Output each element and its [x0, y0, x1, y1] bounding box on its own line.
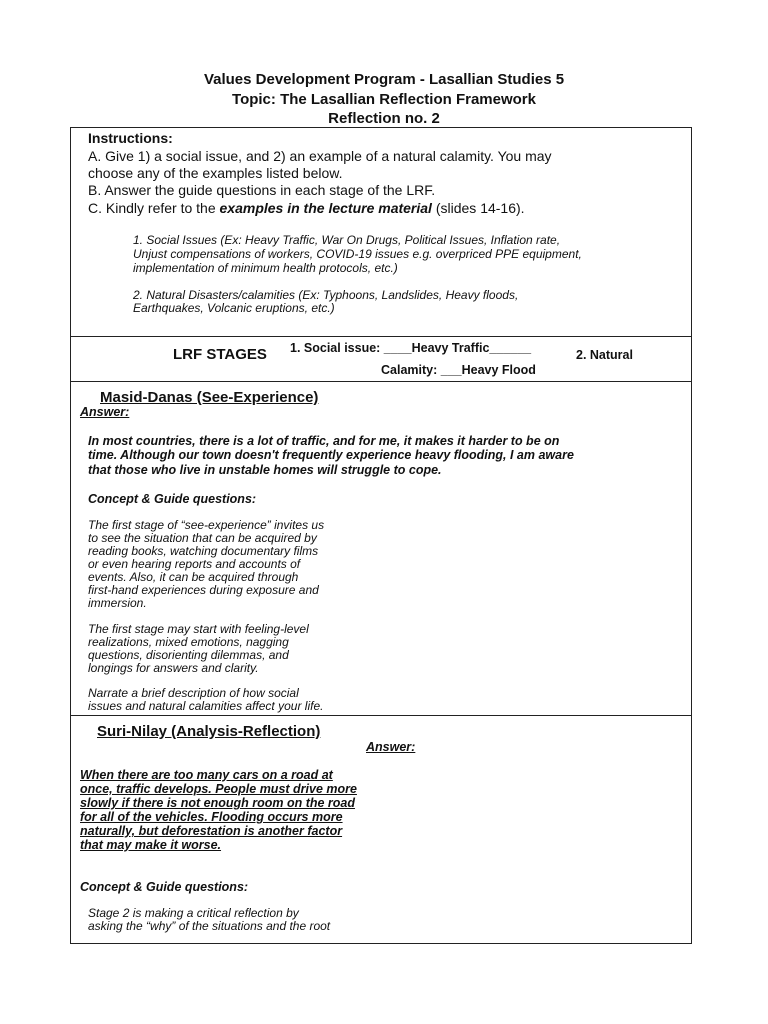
example-social-line3: implementation of minimum health protocols, etc.) — [133, 261, 398, 275]
stage1-answer-line1: In most countries, there is a lot of traffic, and for me, it makes it harder to be on — [88, 434, 560, 448]
stage1-prompt-line: Narrate a brief description of how social — [88, 686, 299, 700]
stage1-text-line: first-hand experiences during exposure and — [88, 583, 319, 597]
example-natural-line2: Earthquakes, Volcanic eruptions, etc.) — [133, 301, 335, 315]
doc-reflection-number: Reflection no. 2 — [328, 110, 440, 127]
example-natural-line1: 2. Natural Disasters/calamities (Ex: Typhoons, Landslides, Heavy floods, — [133, 288, 519, 302]
doc-topic: Topic: The Lasallian Reflection Framework — [232, 91, 536, 108]
stage1-text-line: immersion. — [88, 596, 147, 610]
stage2-concept-label: Concept & Guide questions: — [80, 880, 249, 894]
stage1-answer-line3: that those who live in unstable homes will struggle to cope. — [88, 463, 442, 477]
stage2-title: Suri-Nilay (Analysis-Reflection) — [97, 723, 321, 740]
instructions-title: Instructions: — [88, 130, 173, 146]
stage1-prompt-line: issues and natural calamities affect your life. — [88, 699, 324, 713]
stage1-concept-label: Concept & Guide questions: — [88, 492, 257, 506]
stage1-text-line: longings for answers and clarity. — [88, 661, 259, 675]
doc-title: Values Development Program - Lasallian Studies 5 — [203, 71, 565, 88]
stage2-answer-line: that may make it worse. — [80, 838, 222, 852]
stage2-answer-line: When there are too many cars on a road at — [80, 768, 333, 782]
stage1-text-line: or even hearing reports and accounts of — [88, 557, 301, 571]
row-divider — [70, 336, 692, 337]
stage1-text-line: The first stage of “see-experience” invites us — [88, 518, 325, 532]
stage2-answer-line: naturally, but deforestation is another factor — [80, 824, 343, 838]
instruction-a-line2: choose any of the examples listed below. — [88, 165, 343, 181]
stage1-answer-line2: time. Although our town doesn't frequently experience heavy flooding, I am aware — [88, 448, 574, 462]
stage2-text-line: asking the “why” of the situations and the root — [88, 919, 331, 933]
stage1-text-line: The first stage may start with feeling-level — [88, 622, 309, 636]
lrf-stages-label: LRF STAGES — [173, 346, 267, 363]
stage1-title: Masid-Danas (See-Experience) — [100, 389, 319, 406]
example-social-line1: 1. Social Issues (Ex: Heavy Traffic, War On Drugs, Political Issues, Inflation rate, — [133, 233, 561, 247]
natural-label: 2. Natural — [576, 348, 633, 362]
instruction-a-line1: A. Give 1) a social issue, and 2) an example of a natural calamity. You may — [88, 148, 552, 164]
instruction-b: B. Answer the guide questions in each stage of the LRF. — [88, 182, 436, 198]
stage1-text-line: questions, disorienting dilemmas, and — [88, 648, 289, 662]
stage1-text-line: reading books, watching documentary films — [88, 544, 319, 558]
instruction-c: C. Kindly refer to the examples in the lecture material (slides 14-16). — [88, 200, 525, 216]
stage2-text-line: Stage 2 is making a critical reflection by — [88, 906, 299, 920]
stage2-answer-line: for all of the vehicles. Flooding occurs more — [80, 810, 343, 824]
stage1-answer-label: Answer: — [80, 405, 130, 419]
stage1-text-line: realizations, mixed emotions, nagging — [88, 635, 289, 649]
stage1-text-line: events. Also, it can be acquired through — [88, 570, 299, 584]
social-issue-answer: 1. Social issue: ____Heavy Traffic______ — [290, 341, 532, 355]
row-divider — [70, 715, 692, 716]
example-social-line2: Unjust compensations of workers, COVID-19 issues e.g. overpriced PPE equipment, — [133, 247, 582, 261]
stage2-answer-line: slowly if there is not enough room on the road — [80, 796, 356, 810]
stage2-answer-line: once, traffic develops. People must drive more — [80, 782, 357, 796]
row-divider — [70, 381, 692, 382]
calamity-answer: Calamity: ___Heavy Flood — [381, 363, 536, 377]
stage2-answer-label: Answer: — [366, 740, 416, 754]
stage1-text-line: to see the situation that can be acquired by — [88, 531, 317, 545]
